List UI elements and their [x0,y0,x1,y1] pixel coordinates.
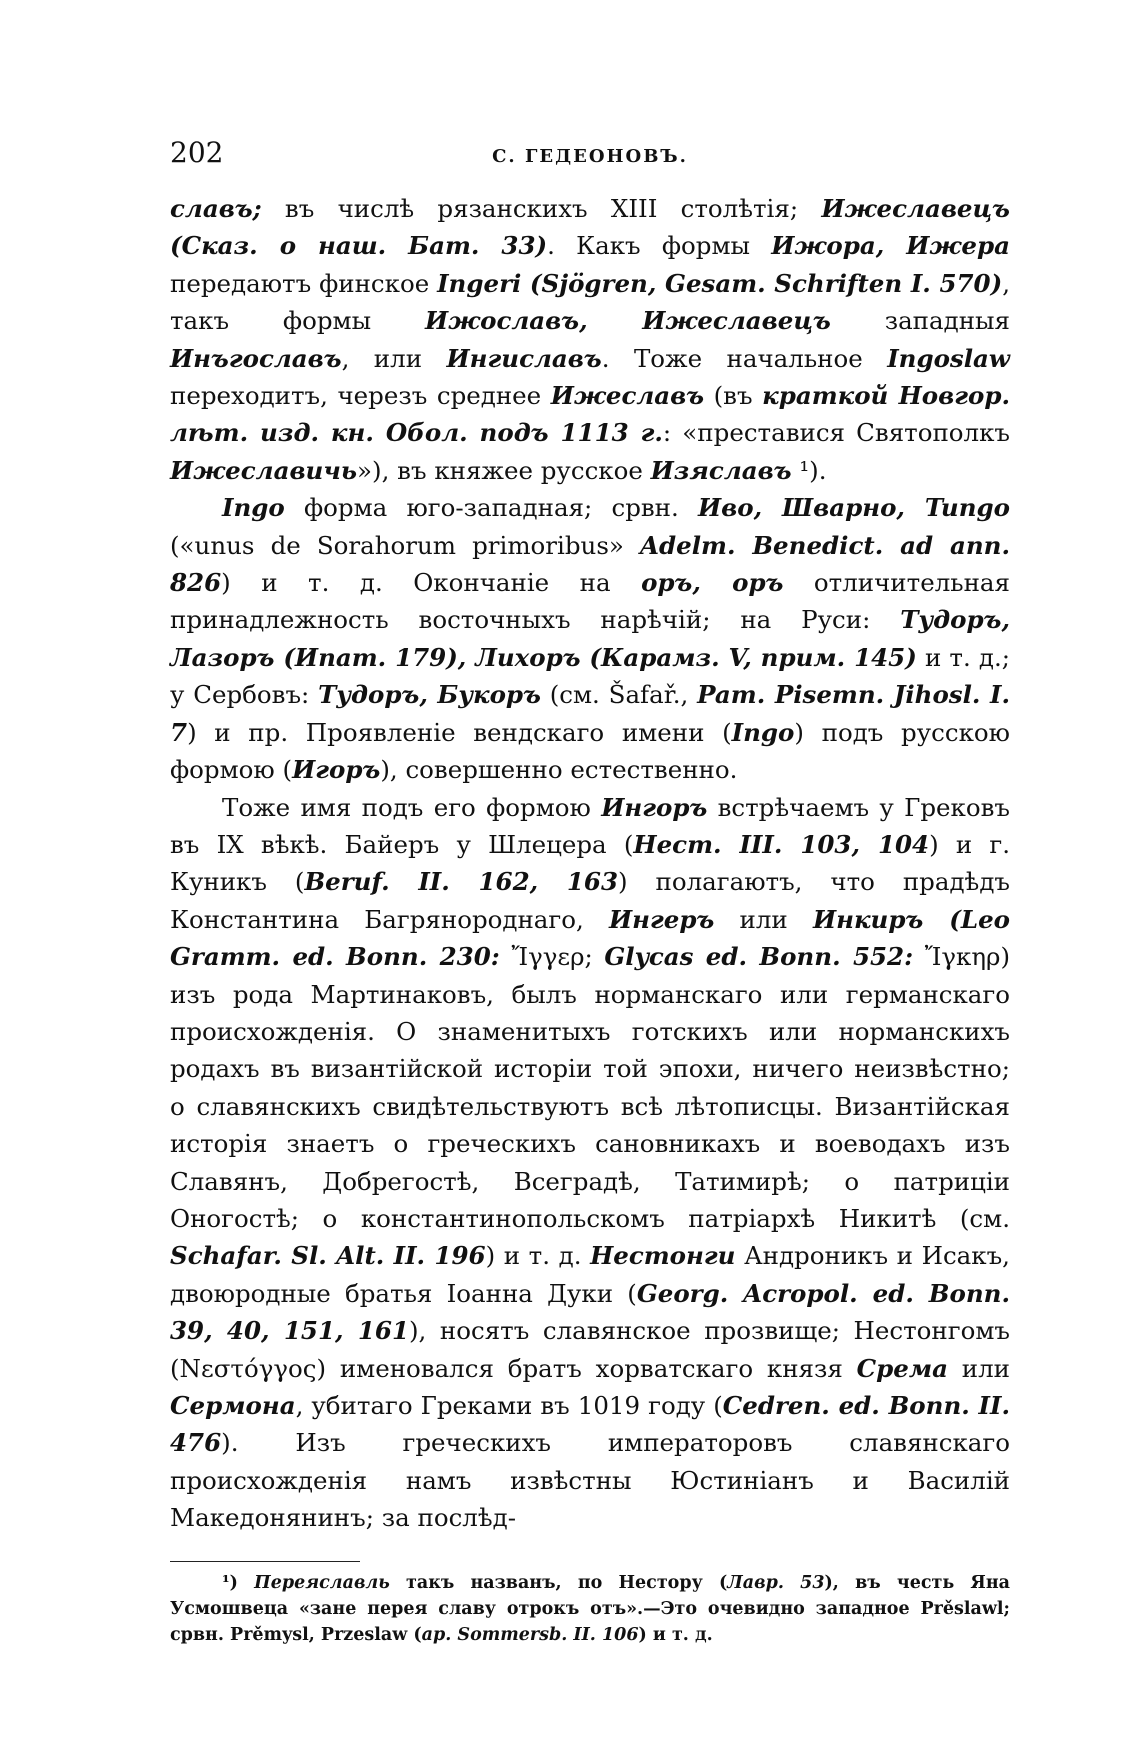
italic-citation: Ingeri (Sjögren, Gesam. Schriften I. 570) [437,268,1003,298]
text-run: отличительная принадлежность восточныхъ нарѣчій; на Руси: [170,568,1010,635]
italic-citation: Ingoslaw [887,343,1010,373]
italic-citation: Тудоръ, Лазоръ (Ипат. 179), Лихоръ (Карамз. V, прим. 145) [170,605,1010,672]
italic-citation: Adelm. Benedict. ad ann. 826 [170,530,1010,598]
italic-citation: оръ, оръ [641,568,784,598]
text-run: ) и пр. Проявленіе вендскаго имени ( [187,717,732,747]
italic-citation: Schafar. Sl. Alt. II. 196 [170,1241,486,1271]
text-run: ), въ честь Яна Усмошвеца «зане перея славу отрокъ отъ».—Это очевидно западное Prěslawl; срвн. Prěmysl, Przeslaw ( [170,1572,1010,1645]
italic-citation: Ингеръ [608,904,715,934]
text-run: (въ [704,381,763,411]
text-run: ) и т. д. [638,1624,713,1645]
italic-citation: краткой Новгор. лѣт. изд. кн. Обол. подъ 1113 г. [170,381,1011,448]
text-run: . Какъ формы [547,231,772,261]
text-run: Ἴγκηρ) изъ рода Мартинаковъ, былъ норманскаго или германскаго происхожденія. О знаменитыхъ готскихъ или норманскихъ родахъ въ византійской исторіи той эпохи, ничего неизвѣстно; о славянскихъ свидѣтельствуютъ всѣ лѣтописцы. Византійская исторія знаетъ о греческихъ сановникахъ и воеводахъ изъ Славянъ, Добрегостѣ, Всеградѣ, Татимирѣ; о патриціи Оногостѣ; о константинопольскомъ патріархѣ Никитѣ (см. [170,942,1011,1233]
italic-citation: Лавр. 53 [727,1572,825,1593]
italic-citation: Ижеславъ [550,381,705,411]
italic-citation: Сермона [170,1391,296,1420]
italic-citation: Ижославъ, Ижеславецъ [424,306,831,336]
text-run: и т. д.; у Сербовъ: [170,642,1010,710]
running-head [170,130,1010,178]
italic-citation: Переяславль [254,1572,390,1593]
text-run: въ числѣ рязанскихъ XIII столѣтія; [261,194,822,223]
text-run: или [714,904,813,934]
italic-citation: Нест. III. 103, 104 [633,829,930,859]
italic-citation: Cedren. ed. Bonn. II. 476 [170,1391,1010,1458]
italic-citation: Pam. Pisemn. Jihosl. I. 7 [170,680,1010,747]
text-run: ) полагаютъ, что прадѣдъ Константина Багрянороднаго, [170,867,1010,934]
text-run: (см. Šafař., [540,680,698,710]
italic-citation: Ижеславецъ (Сказ. о наш. Бат. 33) [170,194,1010,261]
italic-citation: Игоръ [292,755,381,785]
text-run: такъ названъ, по Нестору ( [389,1572,728,1593]
paragraph-1 [170,190,1010,489]
italic-citation: Beruf. II. 162, 163 [304,867,618,897]
text-run: »), въ княжее русское [357,455,651,485]
italic-citation: Инъгославъ [170,343,342,373]
text-run: ¹) [222,1572,255,1593]
text-run: ) подъ русскою формою ( [170,717,1010,785]
italic-citation: славъ; [170,194,262,223]
text-run: ) и г. Куникъ ( [170,829,1011,897]
text-run: ) и т. д. [485,1241,591,1271]
italic-citation: Georg. Acropol. ed. Bonn. 39, 40, 151, 161 [170,1278,1010,1346]
italic-citation: Glycas ed. Bonn. 552: [604,942,914,972]
document-page [170,130,1010,1648]
text-run: Андроникъ и Исакъ, двоюродные братья Іоанна Дуки ( [170,1241,1010,1308]
italic-citation: Ижеславичь [170,455,358,485]
italic-citation: Нестонги [590,1241,736,1271]
text-run: или [948,1353,1011,1383]
text-run: ), совершенно естественно. [380,755,738,785]
footnote [170,1570,1010,1648]
text-run: ). Изъ греческихъ императоровъ славянскаго происхожденія намъ извѣстны Юстиніанъ и Василій Македонянинъ; за послѣд- [170,1428,1010,1533]
page-number: 202 [170,136,224,169]
paragraph-2 [170,489,1010,788]
italic-citation: Иво, Шварно, Tungo [698,493,1010,523]
italic-citation: Тудоръ, Букоръ [318,680,541,710]
text-run: : «преставися Святополкъ [662,418,1011,448]
footnote-divider [170,1561,360,1562]
italic-citation: Ingo [222,493,285,523]
italic-citation: ap. Sommersb. II. 106 [421,1624,639,1645]
text-run: форма юго-западная; срвн. [284,493,698,523]
text-run: переходитъ, черезъ среднее [170,381,551,411]
text-run: передаютъ финское [170,268,438,298]
text-run: . Тоже начальное [601,343,888,373]
text-run: Тоже имя подъ его формою [222,792,602,822]
italic-citation: Изяславъ [650,455,792,485]
text-run: встрѣчаемъ у Грековъ въ IX вѣкѣ. Байеръ у Шлецера ( [170,792,1010,859]
text-run: ¹). [791,455,827,485]
text-run: , такъ формы [170,268,1010,336]
italic-citation: Ингоръ [601,792,708,822]
italic-citation: Ингиславъ [446,343,602,373]
text-run: ) и т. д. Окончаніе на [221,568,642,598]
italic-citation: Ижора, Ижера [771,231,1010,261]
text-run: Ἴγγερ; [499,942,605,972]
paragraph-3 [170,789,1010,1537]
italic-citation: Инкиръ (Leo Gramm. ed. Bonn. 230: [170,904,1010,972]
text-run: ), носятъ славянское прозвище; Нестонгомъ (Νεστόγγος) именовался братъ хорватскаго князя [170,1316,1010,1383]
text-run: , или [341,343,447,373]
text-run: западныя [830,306,1010,336]
italic-citation: Срема [856,1353,948,1383]
text-run: , убитаго Греками въ 1019 году ( [295,1391,723,1420]
italic-citation: Ingo [731,717,795,747]
body-text [170,190,1010,1537]
text-run: («unus de Sorahorum primoribus» [170,530,640,560]
running-title: С. ГЕДЕОНОВЪ. [492,146,688,167]
